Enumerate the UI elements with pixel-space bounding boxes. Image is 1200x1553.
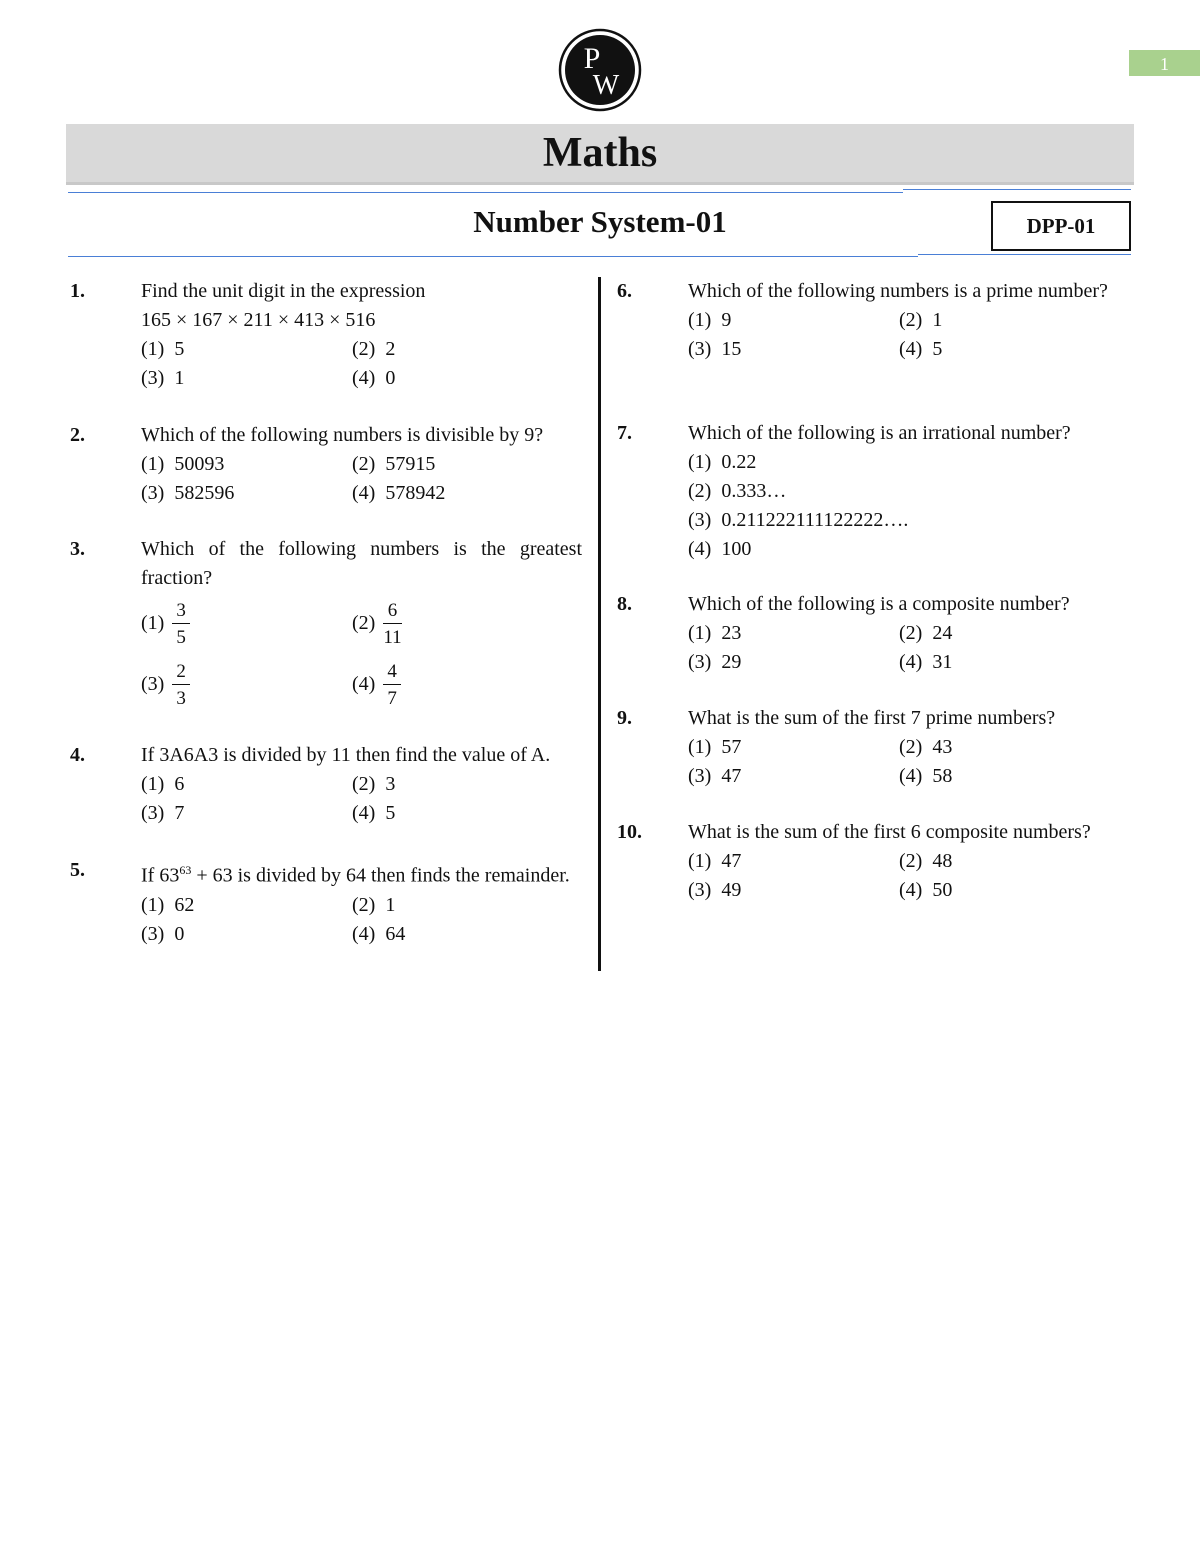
page-number: 1 (1129, 50, 1200, 76)
options (141, 450, 582, 508)
question-text: Which of the following numbers is a prime number? (688, 280, 1108, 302)
option-2: (2) 1 (899, 309, 943, 331)
question-number: 1. (70, 280, 85, 302)
divider-rule (918, 254, 1131, 255)
question-text: What is the sum of the first 6 composite numbers? (688, 821, 1091, 843)
option-2: (2) 43 (899, 736, 953, 758)
question-number: 8. (617, 593, 632, 615)
option-1: (1) 50093 (141, 453, 225, 475)
option-2: (2) 0.333… (688, 480, 787, 502)
column-divider (598, 277, 601, 971)
question-number: 4. (70, 744, 85, 766)
option-4: (4) 578942 (352, 482, 446, 504)
question-text: Which of the following numbers is the greatest fraction? (141, 538, 582, 589)
question-text: Which of the following numbers is divisible by 9? (141, 424, 544, 446)
option-3: (3) 1 (141, 367, 185, 389)
option-4: (4) 5 (352, 802, 396, 824)
divider-rule (68, 256, 918, 257)
question-text: Find the unit digit in the expression (141, 280, 426, 302)
fraction: $\frac{6}{11}$ (383, 599, 402, 648)
option-3: (3) 7 (141, 802, 185, 824)
option-3: (3) 47 (688, 765, 742, 787)
option-1: (1) $\frac{3}{5}$ (141, 593, 352, 654)
question-text: Which of the following is an irrational number? (688, 422, 1071, 444)
option-1: (1) 6 (141, 773, 185, 795)
pw-logo (558, 28, 642, 112)
option-2: (2) 1 (352, 893, 396, 916)
question-number: 3. (70, 538, 85, 560)
option-4: (4) 50 (899, 879, 953, 901)
option-4: (4) 58 (899, 765, 953, 787)
option-1: (1) 62 (141, 893, 195, 916)
option-4: (4) 5 (899, 338, 943, 360)
option-3: (3) 0 (141, 922, 185, 945)
options (141, 770, 582, 828)
option-1: (1) 23 (688, 622, 742, 644)
question-text: What is the sum of the first 7 prime numbers? (688, 707, 1056, 729)
option-3: (3) 15 (688, 338, 742, 360)
question-expression: 165 × 167 × 211 × 413 × 516 (141, 309, 376, 331)
option-4: (4) $\frac{4}{7}$ (352, 654, 582, 715)
option-3: (3) 29 (688, 651, 742, 673)
question-number: 9. (617, 707, 632, 729)
question-text: Which of the following is a composite number? (688, 593, 1070, 615)
option-1: (1) 47 (688, 850, 742, 872)
option-3: (3) $\frac{2}{3}$ (141, 654, 352, 715)
options (688, 306, 1129, 364)
option-2: (2) 2 (352, 338, 396, 360)
option-1: (1) 57 (688, 736, 742, 758)
options (141, 593, 582, 715)
option-3: (3) 0.211222111122222…. (688, 509, 909, 531)
dpp-label: DPP-01 (991, 201, 1131, 251)
question-text: If 3A6A3 is divided by 11 then find the value of A. (141, 744, 551, 766)
divider-rule (68, 192, 903, 193)
question-number: 6. (617, 280, 632, 302)
options (688, 448, 1129, 564)
option-2: (2) 48 (899, 850, 953, 872)
options (141, 891, 582, 949)
subject-title: Maths (66, 124, 1134, 185)
option-4: (4) 100 (688, 538, 752, 560)
options (688, 619, 1129, 677)
chapter-title: Number System-01 (473, 204, 727, 239)
question-number: 7. (617, 422, 632, 444)
option-1: (1) 5 (141, 338, 185, 360)
option-4: (4) 0 (352, 367, 396, 389)
question-text: If $63^{63} + 63$ is divided by 64 then finds the remainder. (141, 863, 570, 887)
option-3: (3) 49 (688, 879, 742, 901)
svg-text:P: P (583, 42, 601, 75)
fraction: $\frac{2}{3}$ (172, 662, 190, 708)
question-number: 5. (70, 859, 85, 881)
option-1: (1) 0.22 (688, 451, 757, 473)
option-4: (4) 64 (352, 922, 406, 945)
option-2: (2) 3 (352, 773, 396, 795)
option-2: (2) $\frac{6}{11}$ (352, 599, 402, 648)
options (688, 847, 1129, 905)
option-3: (3) 582596 (141, 482, 235, 504)
question-number: 2. (70, 424, 85, 446)
options (141, 335, 582, 393)
question-number: 10. (617, 821, 642, 843)
option-2: (2) 24 (899, 622, 953, 644)
option-2: (2) 57915 (352, 453, 436, 475)
fraction: $\frac{4}{7}$ (383, 662, 401, 708)
divider-rule (903, 189, 1131, 190)
option-1: (1) 9 (688, 309, 732, 331)
options (688, 733, 1129, 791)
option-4: (4) 31 (899, 651, 953, 673)
fraction: $\frac{3}{5}$ (172, 601, 190, 647)
svg-text:W: W (592, 70, 620, 101)
